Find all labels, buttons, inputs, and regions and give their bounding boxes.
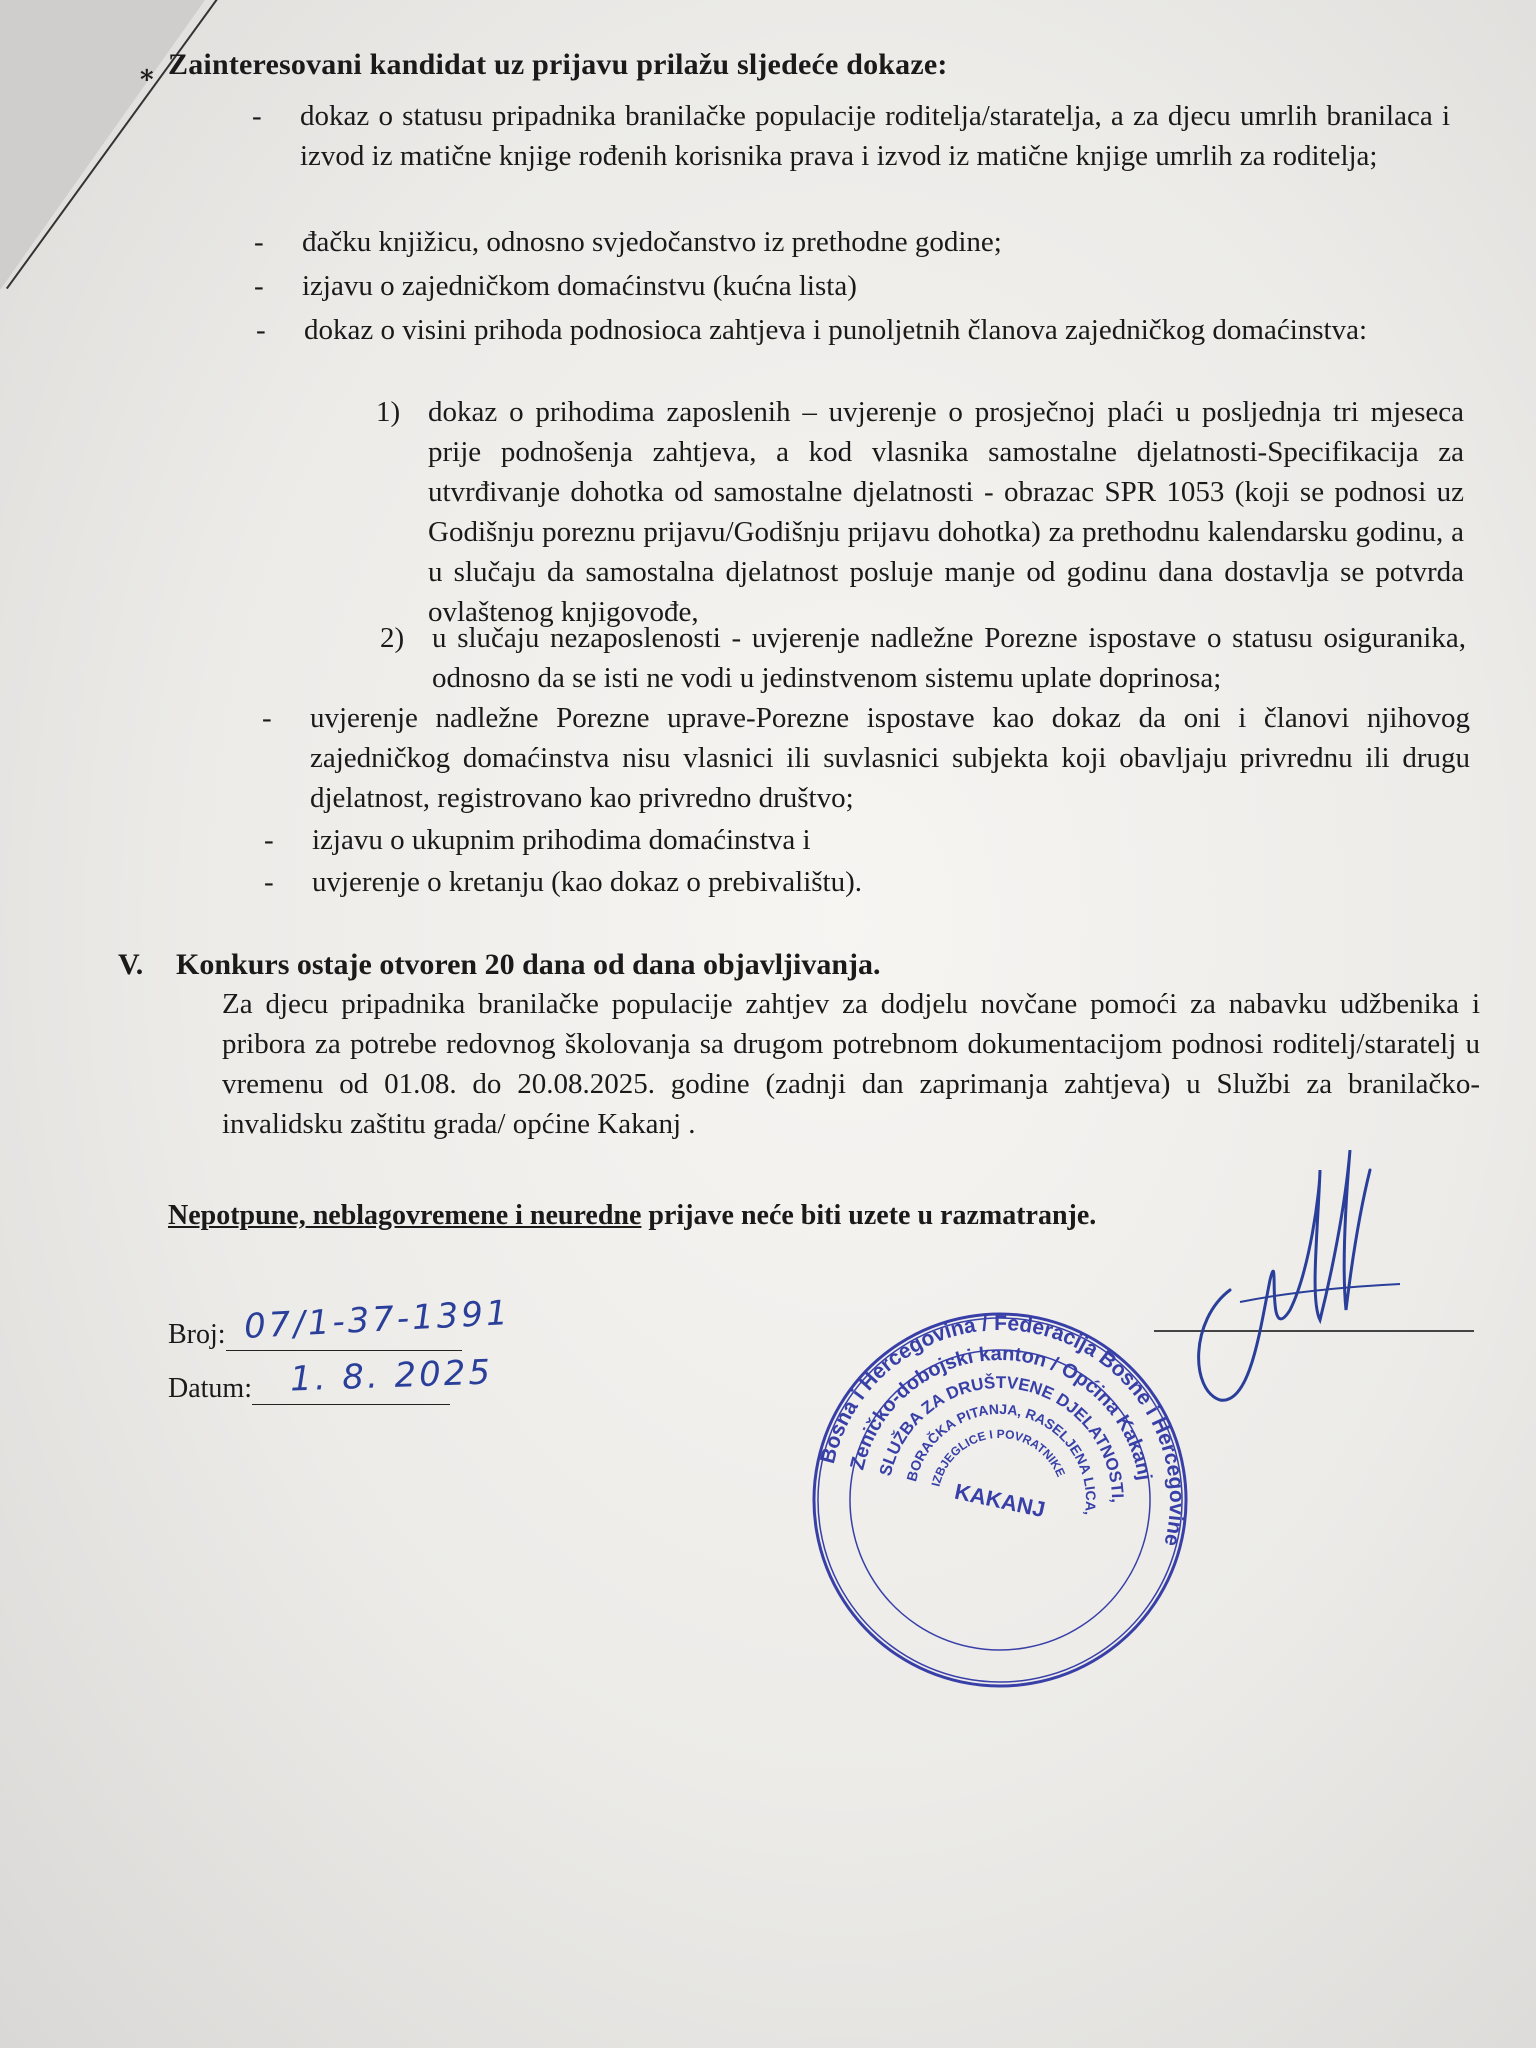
incomplete-applications-notice [168, 1200, 1096, 1232]
datum-handwritten: 1. 8. 2025 [289, 1352, 494, 1400]
broj-handwritten: 07/1-37-1391 [243, 1293, 512, 1347]
list-dash: - [254, 270, 264, 302]
list-item [254, 266, 1452, 306]
stamp-ring5-text: IZBJEGLICE I POVRATNIKE [928, 1426, 1068, 1488]
notice-underlined-text: Nepotpune, neblagovremene i neuredne [168, 1200, 642, 1231]
evidence-heading: Zainteresovani kandidat uz prijavu prilažu sljedeće dokaze: [168, 48, 948, 81]
list-item-text: izjavu o ukupnim prihodima domaćinstva i [312, 824, 811, 856]
list-item-text: izjavu o zajedničkom domaćinstvu (kućna lista) [302, 270, 857, 302]
sub-list-item [376, 392, 1464, 632]
list-item [264, 862, 1462, 902]
list-item [254, 222, 1452, 262]
sub-item-text: dokaz o prihodima zaposlenih – uvjerenje o prosječnoj plaći u posljednja tri mjeseca prije podnošenja zahtjeva, a kod vlasnika samostalne djelatnosti-Specifikacija za utvrđivanje dohotka od samostalne djelatnosti - obrazac SPR 1053 (koji se podnosi uz Godišnju poreznu prijavu/Godišnju prijavu dohotka) za prethodnu kalendarsku godinu, a u slučaju da samostalna djelatnost posluje manje od godinu dana dostavlja se potvrda ovlaštenog knjigovođe, [428, 396, 1464, 628]
datum-label: Datum: [168, 1373, 252, 1404]
stamp-ring2-text: Zeničko-dobojski kanton / Općina Kakanj [846, 1342, 1156, 1482]
list-item-text: uvjerenje o kretanju (kao dokaz o prebivalištu). [312, 866, 862, 898]
section-v-title: Konkurs ostaje otvoren 20 dana od dana objavljivanja. [176, 948, 881, 981]
stamp-ring4-text: BORAČKA PITANJA, RASELJENA LICA, [903, 1400, 1100, 1517]
list-dash: - [262, 702, 272, 734]
list-dash: - [264, 866, 274, 898]
stamp-outer-text: Bosna i Hercegovina / Federacija Bosne i Hercegovine [816, 1311, 1189, 1549]
list-item-text: dokaz o statusu pripadnika branilačke populacije roditelja/staratelja, a za djecu umrlih branilaca i izvod iz matične knjige rođenih korisnika prava i izvod iz matične knjige umrlih za roditelja; [300, 100, 1450, 172]
list-item [256, 310, 1454, 350]
sub-item-number: 1) [376, 396, 401, 428]
sub-list-item [380, 618, 1466, 698]
sub-item-number: 2) [380, 622, 405, 654]
sub-item-text: u slučaju nezaposlenosti - uvjerenje nadležne Porezne ispostave o statusu osiguranika, odnosno da se isti ne vodi u jedinstvenom sistemu uplate doprinosa; [432, 622, 1466, 694]
list-dash: - [256, 314, 266, 346]
section-v-heading [118, 948, 881, 982]
handwritten-signature [1170, 1150, 1410, 1410]
folded-corner-shadow [0, 0, 205, 290]
section-v-paragraph: Za djecu pripadnika branilačke populacije zahtjev za dodjelu novčane pomoći za nabavku udžbenika i pribora za potrebe redovnog školovanja sa drugom potrebnom dokumentacijom podnosi roditelj/staratelj u vremenu od 01.08. do 20.08.2025. godine (zadnji dan zaprimanja zahtjeva) u Službi za branilačko-invalidsku zaštitu grada/ općine Kakanj . [222, 988, 1480, 1140]
broj-label: Broj: [168, 1319, 226, 1350]
notice-text: prijave neće biti uzete u razmatranje. [641, 1200, 1097, 1231]
list-dash: - [254, 226, 264, 258]
stamp-ring3-text: SLUŽBA ZA DRUŠTVENE DJELATNOSTI, [875, 1372, 1128, 1504]
section-v-label: V. [118, 948, 144, 981]
list-dash: - [264, 824, 274, 856]
list-item-text: đačku knjižicu, odnosno svjedočanstvo iz prethodne godine; [302, 226, 1002, 258]
heading-marker: ⁎ [140, 58, 154, 87]
official-stamp [810, 1310, 1190, 1690]
list-dash: - [252, 100, 262, 132]
stamp-center-text: KAKANJ [952, 1478, 1048, 1523]
list-item [264, 820, 1462, 860]
list-item [252, 96, 1450, 176]
list-item-text: dokaz o visini prihoda podnosioca zahtjeva i punoljetnih članova zajedničkog domaćinstva: [304, 314, 1368, 346]
list-item-text: uvjerenje nadležne Porezne uprave-Porezne ispostave kao dokaz da oni i članovi njihovog zajedničkog domaćinstva nisu vlasnici ili suvlasnici subjekta koji obavljaju privrednu ili drugu djelatnost, registrovano kao privredno društvo; [310, 702, 1470, 814]
list-item [262, 698, 1470, 818]
